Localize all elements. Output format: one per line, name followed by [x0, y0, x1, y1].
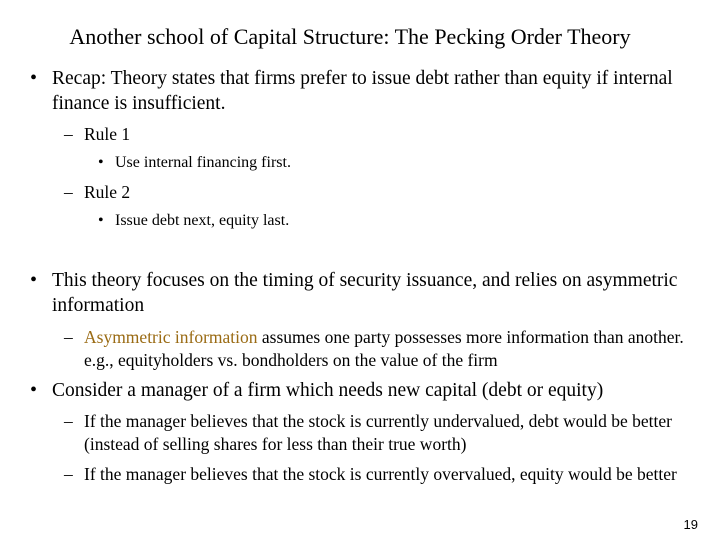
highlight-term: Asymmetric information — [84, 327, 258, 347]
sub-sub-bullet-internal — [98, 152, 675, 173]
bullet-mark: • — [98, 212, 104, 229]
bullet-mark: • — [30, 269, 38, 291]
sub-bullet-rule-2 — [64, 181, 704, 204]
bullet-mark: • — [30, 379, 38, 401]
bullet-text: This theory focuses on the timing of security issuance, and relies on asymmetric information — [52, 270, 678, 316]
slide-title: Another school of Capital Structure: The Pecking Order Theory — [69, 24, 631, 49]
sub-bullet-text: If the manager believes that the stock is currently overvalued, equity would be better — [84, 464, 677, 484]
sub-bullet-asymmetric — [64, 326, 704, 372]
bullet-mark: • — [30, 67, 38, 89]
dash-mark: – — [64, 464, 73, 484]
dash-mark: – — [64, 411, 73, 431]
dash-mark: – — [64, 182, 73, 202]
bullet-text: Consider a manager of a firm which needs new capital (debt or equity) — [52, 380, 604, 401]
sub-bullet-rule-1 — [64, 123, 704, 146]
sub-sub-bullet-debt — [98, 210, 675, 231]
bullet-manager — [30, 378, 702, 403]
bullet-timing — [30, 268, 702, 318]
dash-mark: – — [64, 124, 73, 144]
sub-bullet-text: If the manager believes that the stock is currently undervalued, debt would be better (instead of selling shares for less than their true worth) — [84, 411, 672, 454]
sub-sub-bullet-text: Use internal financing first. — [115, 154, 291, 171]
dash-mark: – — [64, 327, 73, 347]
bullet-mark: • — [98, 154, 104, 171]
sub-bullet-undervalued — [64, 410, 704, 456]
bullet-text: Recap: Theory states that firms prefer to issue debt rather than equity if internal finance is insufficient. — [52, 68, 673, 114]
sub-bullet-overvalued — [64, 463, 704, 486]
sub-bullet-text: Rule 2 — [84, 182, 131, 202]
bullet-recap — [30, 66, 702, 116]
sub-sub-bullet-text: Issue debt next, equity last. — [115, 212, 290, 229]
page-number: 19 — [683, 517, 698, 532]
sub-bullet-text: Rule 1 — [84, 124, 131, 144]
sub-bullet-text: assumes one party possesses more information than another. e.g., equityholders vs. bondholders on the value of the firm — [84, 327, 684, 370]
